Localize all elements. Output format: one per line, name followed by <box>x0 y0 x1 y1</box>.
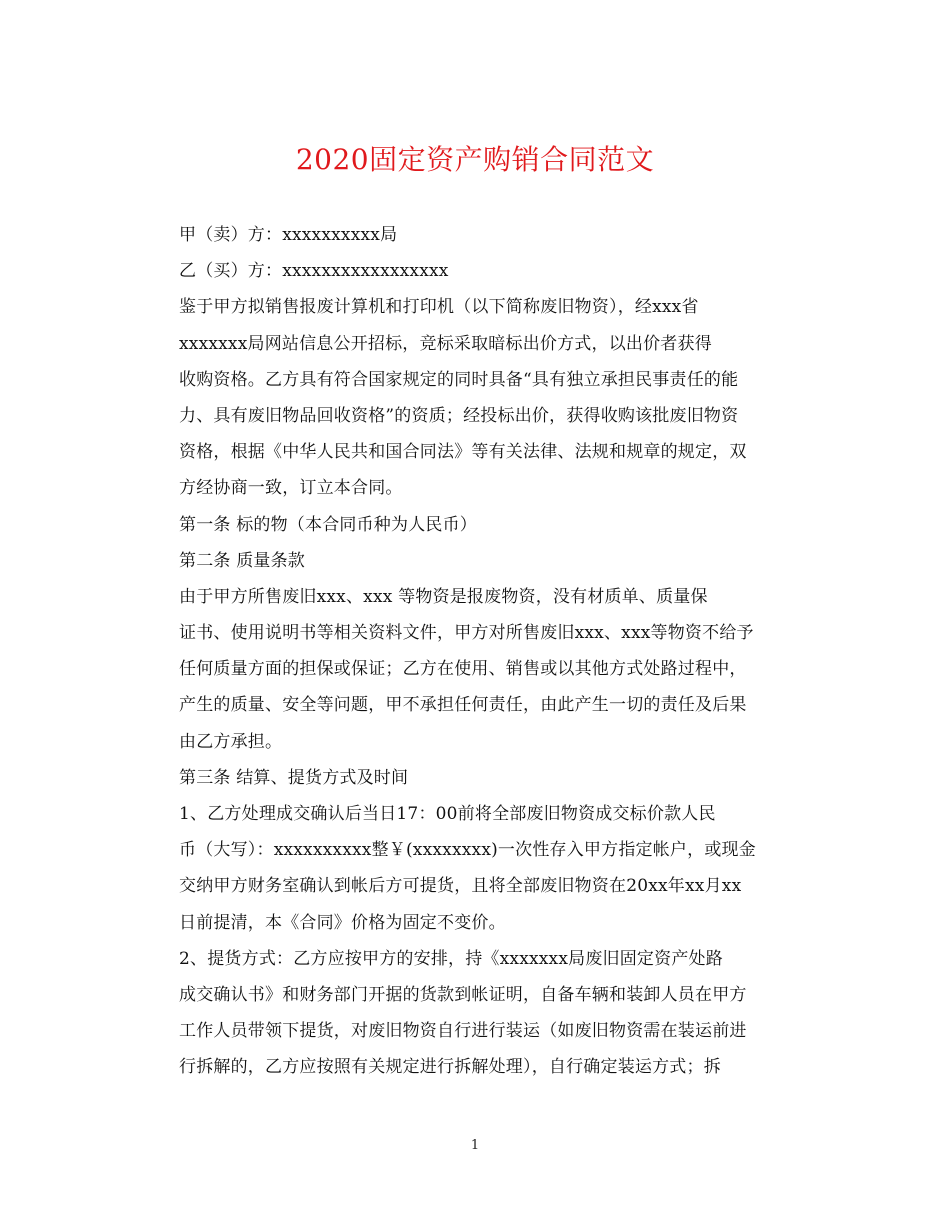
text-line: xxxxxxx局网站信息公开招标，竞标采取暗标出价方式，以出价者获得 <box>179 333 712 354</box>
article-heading: 第三条 结算、提货方式及时间 <box>179 767 409 788</box>
text-line: 证书、使用说明书等相关资料文件，甲方对所售废旧xxx、xxx等物资不给予 <box>179 623 754 644</box>
document-body <box>179 217 819 1086</box>
text-line: 由于甲方所售废旧xxx、xxx 等物资是报废物资，没有材质单、质量保 <box>179 586 708 607</box>
article-heading: 第二条 质量条款 <box>179 550 306 571</box>
text-line: 2、提货方式：乙方应按甲方的安排，持《xxxxxxx局废旧固定资产处路 <box>179 948 723 969</box>
text-line: 由乙方承担。 <box>179 731 283 752</box>
text-line: 工作人员带领下提货，对废旧物资自行进行装运（如废旧物资需在装运前进 <box>179 1021 747 1042</box>
text-line: 日前提清，本《合同》价格为固定不变价。 <box>179 912 506 933</box>
text-line: 成交确认书》和财务部门开据的货款到帐证明，自备车辆和装卸人员在甲方 <box>179 984 747 1005</box>
text-line: 行拆解的，乙方应按照有关规定进行拆解处理），自行确定装运方式；拆 <box>179 1057 721 1078</box>
text-line: 收购资格。乙方具有符合国家规定的同时具备“具有独立承担民事责任的能 <box>179 369 739 390</box>
page-number: 1 <box>470 1138 480 1153</box>
article-heading: 第一条 标的物（本合同币种为人民币） <box>179 514 478 535</box>
text-line: 产生的质量、安全等问题，甲不承担任何责任，由此产生一切的责任及后果 <box>179 695 747 716</box>
text-line: 乙（买）方：xxxxxxxxxxxxxxxxx <box>179 261 449 282</box>
text-line: 任何质量方面的担保或保证；乙方在使用、销售或以其他方式处路过程中， <box>179 659 747 680</box>
text-line: 资格，根据《中华人民共和国合同法》等有关法律、法规和规章的规定，双 <box>179 442 747 463</box>
text-line: 甲（卖）方：xxxxxxxxxx局 <box>179 225 398 245</box>
text-line: 币（大写）：xxxxxxxxxx整￥(xxxxxxxx)一次性存入甲方指定帐户，或现金 <box>179 840 756 861</box>
document-title: 2020固定资产购销合同范文 <box>295 143 655 176</box>
text-line: 力、具有废旧物品回收资格”的资质；经投标出价，获得收购该批废旧物资 <box>179 405 739 426</box>
text-line: 方经协商一致，订立本合同。 <box>179 478 403 499</box>
text-line: 1、乙方处理成交确认后当日17：00前将全部废旧物资成交标价款人民 <box>179 804 716 824</box>
text-line: 鉴于甲方拟销售报废计算机和打印机（以下简称废旧物资），经xxx省 <box>179 297 699 318</box>
text-line: 交纳甲方财务室确认到帐后方可提货，且将全部废旧物资在20xx年xx月xx <box>179 876 742 897</box>
